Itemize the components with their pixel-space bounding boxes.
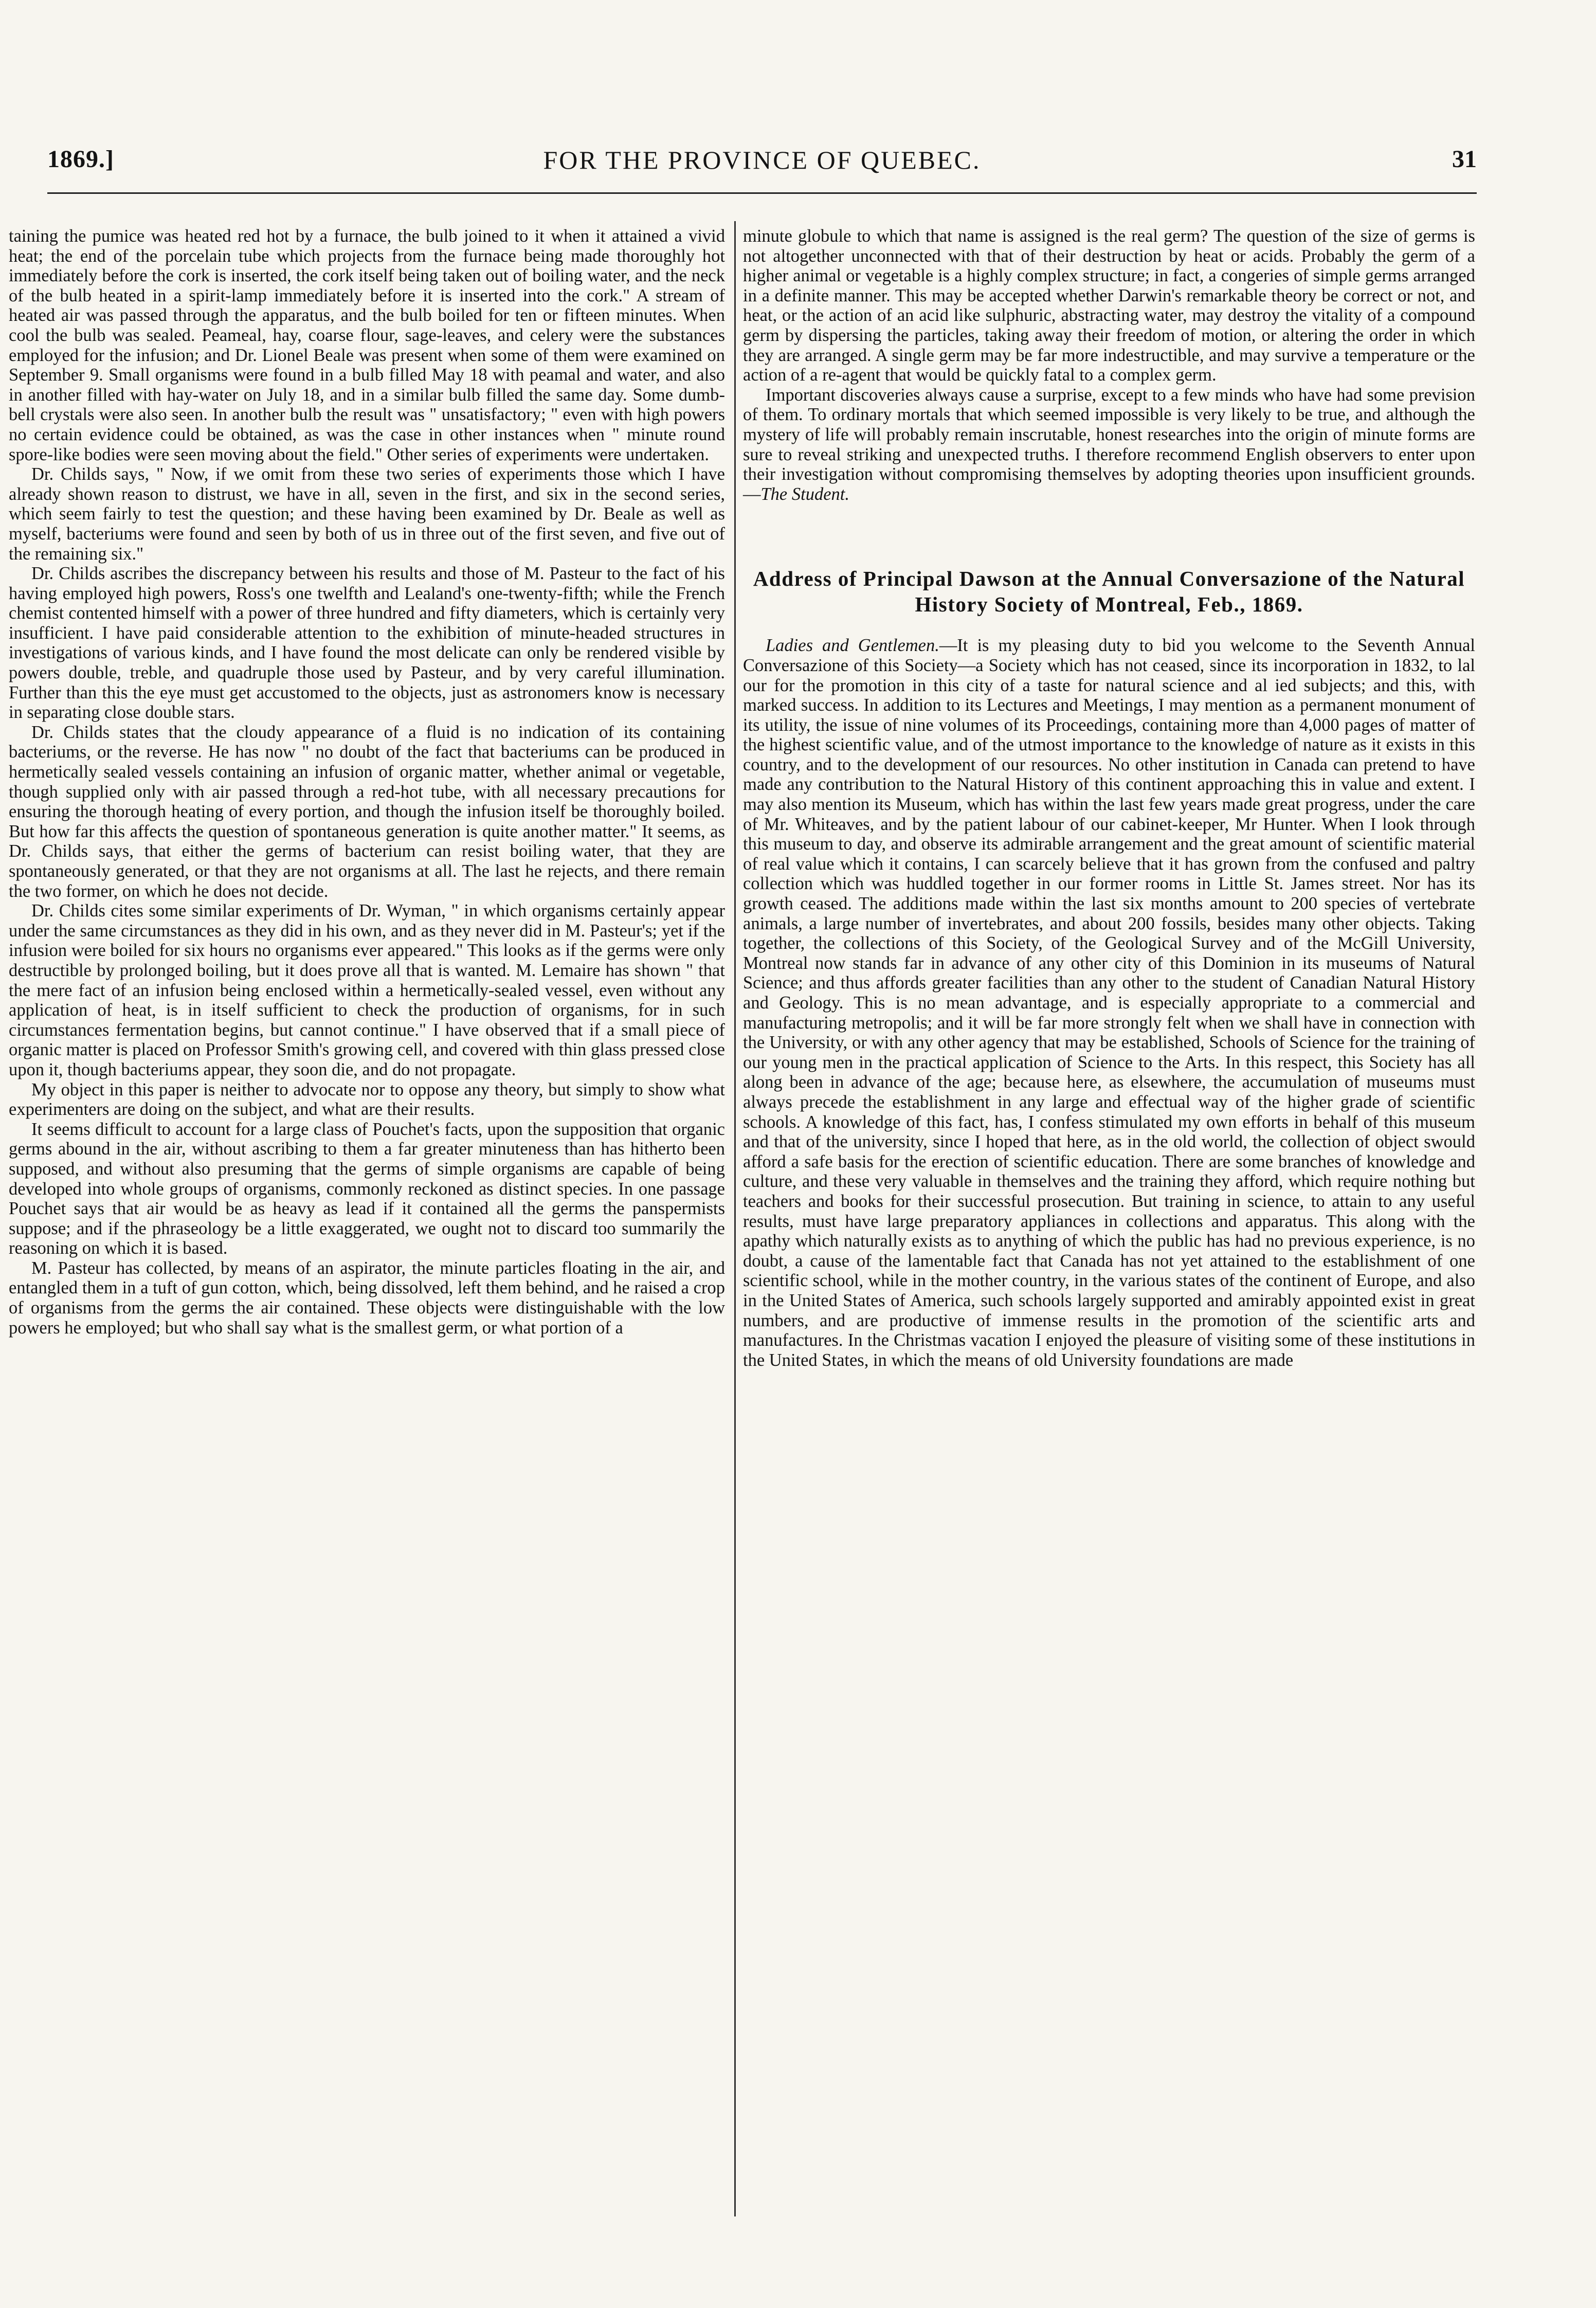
paragraph: Dr. Childs ascribes the discrepancy between his results and those of M. Pasteur to the fact of his having employed high powers, Ross's one twelfth and Lealand's one-twenty-fifth; while the French chemist contented himself with a power of three hundred and fifty diameters, which is certainly very insufficient. I have paid considerable attention to the exhibition of minute-headed structures in investigations of various kinds, and I have found the most delicate can only be rendered visible by powers double, treble, and quadruple those used by Pasteur, and by very careful illumination. Further than this the eye must get accustomed to the objects, just as astronomers know is necessary in separating close double stars. [9,564,725,723]
source-credit: The Student. [760,484,849,504]
header-page-number: 31 [1452,146,1477,173]
paragraph-text: Important discoveries always cause a surprise, except to a few minds who have had some prevision of them. To ordinary mortals that which seemed impossible is very likely to be true, and although the mystery of life will probably remain inscrutable, honest researches into the origin of minute forms are sure to reveal striking and unexpected truths. I therefore recommend English observers to enter upon their investigation without compromising themselves by adopting theories upon insufficient grounds.— [743,385,1475,504]
paragraph: Dr. Childs states that the cloudy appearance of a fluid is no indication of its containing bacteriums, or the reverse. He has now " no doubt of the fact that bacteriums can be produced in hermetically sealed vessels containing an infusion of organic matter, whether animal or vegetable, though supplied only with air passed through a red-hot tube, with all necessary precautions for ensuring the thorough heating of every portion, and though the infusion itself be thoroughly boiled. But how far this affects the question of spontaneous generation is quite another matter." It seems, as Dr. Childs says, that either the germs of bacterium can resist boiling water, that they are spontaneously generated, or that they are not organisms at all. The last he rejects, and there remain the two former, on which he does not decide. [9,722,725,901]
right-column [743,226,1475,1370]
header-rule [47,192,1477,194]
left-column [9,226,725,1338]
salutation: Ladies and Gentlemen. [766,636,939,656]
header-year: 1869.] [47,146,114,173]
paragraph-with-credit [743,385,1475,504]
paragraph: It seems difficult to account for a large class of Pouchet's facts, upon the supposition that organic germs abound in the air, without ascribing to them a far greater minuteness than has hitherto been supposed, and without also presuming that the germs of simple organisms are capable of being developed into whole groups of organisms, commonly reckoned as distinct species. In one passage Pouchet says that air would be as heavy as lead if it contained all the germs the panspermists suppose; and if the phraseology be a little exaggerated, we ought not to discard too summarily the reasoning on which it is based. [9,1119,725,1258]
paragraph: Dr. Childs cites some similar experiments of Dr. Wyman, " in which organisms certainly appear under the same circumstances as they did in his own, and as they never did in M. Pasteur's; yet if the infusion were boiled for six hours no organisms ever appeared." This looks as if the germs were only destructible by prolonged boiling, but it does prove all that is wanted. M. Lemaire has shown " that the mere fact of an infusion being enclosed within a hermetically-sealed vessel, even without any application of heat, is in itself sufficient to check the production of organisms, for in such circumstances fermentation begins, but cannot continue." I have observed that if a small piece of organic matter is placed on Professor Smith's growing cell, and covered with thin glass pressed close upon it, though bacteriums appear, they soon die, and do not propagate. [9,901,725,1079]
paragraph: My object in this paper is neither to advocate nor to oppose any theory, but simply to show what experimenters are doing on the subject, and what are their results. [9,1079,725,1120]
header-title: FOR THE PROVINCE OF QUEBEC. [543,146,981,174]
column-divider [734,221,736,2216]
address-text: —It is my pleasing duty to bid you welcome to the Seventh Annual Conversazione of this Society—a Society which has not ceased, since its incorporation in 1832, to lal our for the promotion in this city of a taste for natural science and al ied subjects; and this, with marked success. In addition to its Lectures and Meetings, I may mention as a permanent monument of its utility, the issue of nine volumes of its Proceedings, containing more than 4,000 pages of matter of the highest scientific value, and of the utmost importance to the knowledge of nature as it exists in this country, and to the development of our resources. No other institution in Canada can pretend to have made any contribution to the Natural History of this continent approaching this in value and extent. I may also mention its Museum, which has within the last few years made great progress, under the care of Mr. Whiteaves, and by the patient labour of our cabinet-keeper, Mr Hunter. When I look through this museum to day, and observe its admirable arrangement and the great amount of scientific material of real value which it contains, I can scarcely believe that it has grown from the confused and paltry collection which was huddled together in our former rooms in Little St. James street. Nor has its growth ceased. The additions made within the last six months amount to 200 species of vertebrate animals, a large number of invertebrates, and about 200 fossils, besides many other objects. Taking together, the collections of this Society, of the Geological Survey and of the McGill University, Montreal now stands far in advance of any other city of this Dominion in its museums of Natural Science; and thus affords greater facilities than any other to the student of Canadian Natural History and Geology. This is no mean advantage, and is especially appropriate to a commercial and manufacturing metropolis; and it will be far more strongly felt when we shall have in connection with the University, or with any other agency that may be established, Schools of Science for the training of our young men in the practical application of Science to the Arts. In this respect, this Society has all along been in advance of the age; because here, as elsewhere, the accumulation of museums must always precede the establishment in any large and effectual way of the higher grade of scientific schools. A knowledge of this fact, has, I confess stimulated my own efforts in behalf of this museum and that of the university, since I hoped that here, as in the old world, the collection of object swould afford a safe basis for the erection of scientific education. There are some branches of knowledge and culture, and these very valuable in themselves and the training they afford, which require nothing but teachers and books for their successful prosecution. But training in science, to attain to any useful results, must have large preparatory appliances in collections and apparatus. This along with the apathy which naturally exists as to anything of which the public has had no previous experience, is no doubt, a cause of the lamentable fact that Canada has not yet attained to the establishment of one scientific school, while in the mother country, in the various states of the continent of Europe, and also in the United States of America, such schools largely supported and amirably appointed exist in great numbers, and are productive of immense results in the promotion of the scientific arts and manufactures. In the Christmas vacation I enjoyed the pleasure of visiting some of these institutions in the United States, in which the means of old University foundations are made [743,636,1475,1370]
paragraph: M. Pasteur has collected, by means of an aspirator, the minute particles floating in the air, and entangled them in a tuft of gun cotton, which, being dissolved, left them behind, and he raised a crop of organisms from the germs the air contained. These objects were distinguishable with the low powers he employed; but who shall say what is the smallest germ, or what portion of a [9,1258,725,1338]
paragraph: minute globule to which that name is assigned is the real germ? The question of the size of germs is not altogether unconnected with that of their destruction by heat or acids. Probably the germ of a higher animal or vegetable is a highly complex structure; in fact, a congeries of simple germs arranged in a definite manner. This may be accepted whether Darwin's remarkable theory be correct or not, and heat, or the action of an acid like sulphuric, abstracting water, may destroy the vitality of a compound germ by dispersing the particles, taking away their freedom of motion, or altering the order in which they are arranged. A single germ may be far more indestructible, and may survive a temperature or the action of a re-agent that would be quickly fatal to a complex germ. [743,226,1475,385]
page-header [47,145,1477,186]
address-paragraph [743,636,1475,1370]
paragraph: Dr. Childs says, " Now, if we omit from these two series of experiments those which I have already shown reason to distrust, we have in all, seven in the first, and six in the second series, which seem fairly to test the question; and these having been examined by Dr. Beale as well as myself, bacteriums were found and seen by both of us in three out of the first seven, and five out of the remaining six." [9,464,725,564]
article-heading: Address of Principal Dawson at the Annual Conversazione of the Natural History Society of Montreal, Feb., 1869. [753,567,1465,617]
paragraph: taining the pumice was heated red hot by a furnace, the bulb joined to it when it attained a vivid heat; the end of the porcelain tube which projects from the furnace being made thoroughly hot immediately before the cork is inserted, the cork itself being taken out of boiling water, and the neck of the bulb heated in a spirit-lamp immediately before it is inserted into the cork." A stream of heated air was passed through the apparatus, and the bulb boiled for ten or fifteen minutes. When cool the bulb was sealed. Peameal, hay, coarse flour, sage-leaves, and celery were the substances employed for the infusion; and Dr. Lionel Beale was present when some of them were examined on September 9. Small organisms were found in a bulb filled May 18 with peamal and water, and also in another filled with hay-water on July 18, and in a similar bulb filled the same day. Some dumb-bell crystals were also seen. In another bulb the result was " unsatisfactory; " even with high powers no certain evidence could be obtained, as was the case in other instances when " minute round spore-like bodies were seen moving about the field." Other series of experiments were undertaken. [9,226,725,464]
